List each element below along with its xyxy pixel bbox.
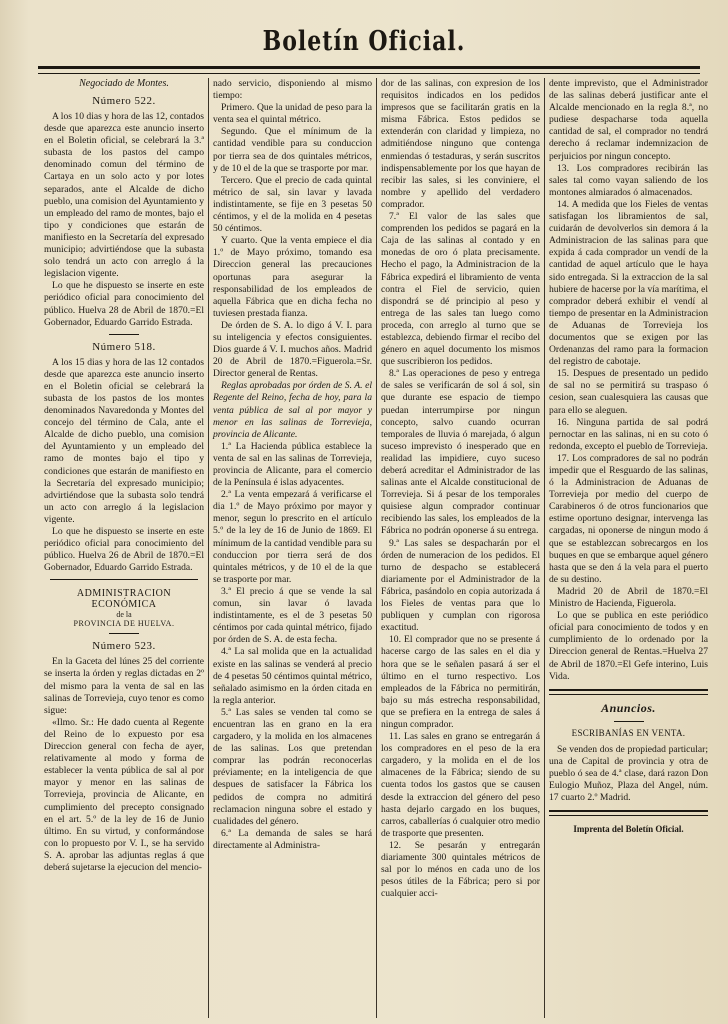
regla-12-continuation: dente imprevisto, que el Administrador de las salinas deberá justificar ante el Alcalde mencionado en la regla 8.ª, no pudiese despacharse toda aquella cantidad de sal, el comprador no tendrá derecho á reclamar indemnizacion de perjuicios por ningun concepto. [549, 78, 708, 162]
text-columns [40, 78, 712, 1018]
publication-note: Lo que se publica en este periódico oficial para conocimiento de todos y en cumplimiento de lo ordenado por la Direccion general de Rentas.=Huelva 27 de Abril de 1870.=El Gefe interino, Luis Vida. [549, 610, 708, 682]
printer-imprint: Imprenta del Boletín Oficial. [573, 824, 684, 835]
divider [109, 334, 139, 335]
notice-number-523: Número 523. [92, 640, 156, 653]
column-4 [544, 78, 712, 1018]
section-heading-provincia: PROVINCIA DE HUELVA. [73, 619, 175, 629]
divider [614, 721, 644, 722]
regla-6-continuation: dor de las salinas, con expresion de los requisitos indicados en los pedidos impresos que se facilitarán gratis en la misma Fábrica. Estos pedidos se extenderán con claridad y limpieza, no admitiéndose ninguno que contenga enmiendas ó testaduras, y serán suscritos indispensablemente por los que hayan de recibir las sales, si les conviniere, el nombre y apellido del verdadero comprador. [381, 78, 540, 210]
notice-number-522: Número 522. [92, 95, 156, 107]
divider [549, 689, 708, 695]
regla-7: 7.ª El valor de las sales que comprenden los pedidos se pagará en la Caja de las salinas al contado y en monedas de oro ó plata precisamente. Hecho el pago, la Administracion de la Fábrica expedirá el libramiento de venta contra el Fiel de servicio, quien dispondrá se dé principio al peso y entrega de las sales tan luego como proceda, con arreglo al turno que se establezca, debiendo firmar el recibo del género en aquel documento los mismos que suscribieron los pedidos. [381, 211, 540, 368]
notice-518-body: A los 15 dias y hora de las 12 contados desde que aparezca este anuncio inserto en el Boletin oficial se celebrará la subasta de los pastos de los montes denominados Navaredonda y Montes del concejo del término de Cala, ante el Alcalde de dicho pueblo, una comision del Ayuntamiento y un empleado del ramo de montes bajo el tipo y condiciones que estarán de manifiesto en la Secretaría del expresado municipio; advirtiéndose que la subasta solo tendrá un acto con arreglo á la legislacion vigente. [44, 356, 204, 525]
regla-14: 14. A medida que los Fieles de ventas satisfagan los libramientos de sal, cuidarán de devolverlos sin demora á la Administracion de las salinas para que expida á cada comprador un vendí de la cantidad de aquel artículo que le haya sido entregada. Si la extraccion de la sal hubiere de hacerse por la vía marítima, el comprador deberá exhibir el vendí al tiempo de presentar en la Administracion de Aduanas de Torrevieja los documentos que se exigen por las Ordenanzas del ramo para la formacion del registro de cabotaje. [549, 198, 708, 368]
escribanias-ad: Se venden dos de propiedad particular; una de Capital de provincia y otra de pueblo ó sea de 4.ª clase, dará razon Don Eulogio Muñoz, Plaza del Angel, núm. 17 cuarto 2.º Madrid. [549, 743, 708, 804]
column-2 [208, 78, 376, 1018]
notice-number-518: Número 518. [92, 340, 156, 353]
regla-13: 13. Los compradores recibirán las sales tal como vayan saliendo de los montones almiarados ó almacenados. [549, 162, 708, 198]
anuncios-heading: Anuncios. [601, 700, 656, 715]
regla-1: 1.ª La Hacienda pública establece la venta de sal en las salinas de Torrevieja, provincia de Alicante, para el comercio de la Península é islas adyacentes. [213, 440, 372, 489]
notice-522-body: A los 10 dias y hora de las 12, contados desde que aparezca este anuncio inserto en el Boletin oficial, se celebrará la 3.ª subasta de los pastos del campo denominado comun del término de Cartaya en un solo acto y por lotes separados, ante el Alcalde de dicho pueblo, una comision del Ayuntamiento y un empleado del ramo de montes, bajo el tipo y condiciones que estarán de manifiesto en la Secretaría del expresado municipio; advirtiéndose que la subasta solo tendrá un acto con arreglo á la legislacion vigente. [44, 111, 204, 280]
escribanias-heading: ESCRIBANÍAS EN VENTA. [571, 727, 686, 738]
order-segundo: Segundo. Que el mínimum de la cantidad vendible para su conduccion por tierra sea de dos quintales métricos, y de 10 el de la que se trasporte por mar. [213, 126, 372, 174]
regla-17: 17. Los compradores de sal no podrán impedir que el Resguardo de las salinas, ó la Administracion de Aduanas de Torrevieja por medio del cuerpo de Carabineros ó de otros funcionarios que estime oportuno designar, intervenga las cargadas, ni oponerse de ningun modo á que se establezcan sobrecargos en los buques en que se embarque aquel género hasta que se den á la vela para el puerto de su destino. [549, 452, 708, 585]
section-heading-administracion: ADMINISTRACION ECONÓMICA [76, 588, 172, 611]
order-cuarto: Y cuarto. Que la venta empiece el dia 1.º de Mayo próximo, tomando esa Direccion general las precauciones oportunas para asegurar la responsabilidad de los empleados de aquella Fábrica que en dicha fecha no tuviesen prestada fianza. [213, 235, 372, 319]
divider [549, 810, 708, 816]
notice-523-intro: En la Gaceta del lúnes 25 del corriente se inserta la órden y reglas dictadas en 2º del mismo para la venta de sal en las salinas de Torrevieja, cuyo tenor es como sigue: [44, 656, 204, 716]
masthead-title: Boletín Oficial. [262, 24, 466, 58]
notice-523-order: «Ilmo. Sr.: He dado cuenta al Regente del Reino de lo expuesto por esa Direccion general con fecha de ayer, relativamente al modo y forma de establecer la venta pública de sal al por mayor y menor en las salinas de Torrevieja, provincia de Alicante, en cumplimiento del precepto consignado en el art. 5.º de la ley de 16 de Junio último. En su virtud, y conformándose con lo propuesto por V. I., se ha servido S. A. aprobar las adjuntas reglas á que deberá sujetarse la ejecucion del mencio- [44, 716, 204, 873]
regla-15: 15. Despues de presentado un pedido de sal no se permitirá su traspaso ó cesion, sean cualesquiera las causas que para ello se aleguen. [549, 368, 708, 416]
regla-3: 3.ª El precio á que se vende la sal comun, sin lavar ó lavada indistintamente, es el de 3 pesetas 50 céntimos por cada quintal métrico, fijado por órden de S. A. de esta fecha. [213, 585, 372, 646]
reglas-heading: Reglas aprobadas por órden de S. A. el Regente del Reino, fecha de hoy, para la venta pública de sal al por mayor y menor en las salinas de Torrevieja, provincia de Alicante. [213, 380, 372, 440]
regla-11: 11. Las sales en grano se entregarán á los compradores en el peso de la era cargadero, y la molida en el de los almacenes de la Fábrica; siendo de su cuenta todos los gastos que se causen desde la extraccion del género del peso hasta dejarlo cargado en los buques, carros, caballerías ó cualquier otro medio de trasporte que presenten. [381, 731, 540, 839]
regla-4: 4.ª La sal molida que en la actualidad existe en las salinas se venderá al precio de 4 pesetas 50 céntimos quintal métrico, señalado asimismo en la órden citada en la regla anterior. [213, 646, 372, 706]
order-closing: De órden de S. A. lo digo á V. I. para su inteligencia y efectos consiguientes. Dios guarde á V. I. muchos años. Madrid 20 de Abril de 1870.=Figuerola.=Sr. Director general de Rentas. [213, 319, 372, 380]
section-heading-montes: Negociado de Montes. [79, 78, 169, 89]
masthead-rule [38, 66, 700, 74]
regla-12: 12. Se pesarán y entregarán diariamente 300 quintales métricos de sal por lo ménos en cada uno de los pesos útiles de la Fábrica; pero si por cualquier acci- [381, 839, 540, 900]
regla-10: 10. El comprador que no se presente á hacerse cargo de las sales en el dia y hora que se le señalen pasará á ser el último en el turno respectivo. Los empleados de la Fábrica no permitirán, bajo su más estrecha responsabilidad, que se prefiera en la entrega de sales á ningun comprador. [381, 634, 540, 730]
regla-8: 8.ª Las operaciones de peso y entrega de sales se verificarán de sol á sol, sin que durante ese espacio de tiempo puedan interrumpirse por ningun concepto, salvo cuando ocurran temporales de lluvia ó marejada, ó algun suceso imprevisto ó inesperado que en realidad las impidiere, cuyo suceso deberá acreditar el Administrador de las salinas ante el Alcalde constitucional de Torrevieja. Si á pesar de los temporales quisiese algun comprador continuar recibiendo las sales, los empleados de la Fábrica no podrán oponerse á su entrega. [381, 368, 540, 537]
order-primero: Primero. Que la unidad de peso para la venta sea el quintal métrico. [213, 102, 372, 126]
regla-5: 5.ª Las sales se venden tal como se encuentran las en grano en la era cargadero, y la molida en los almacenes de las salinas. Los que pretendan comprar las podrán reconocerlas préviamente; en la inteligencia de que despues de satisfacer la Fábrica los pedidos de compra no admitirá reclamacion ninguna sobre el estado y cualidades del género. [213, 706, 372, 827]
column-1 [40, 78, 208, 1018]
reglas-signature: Madrid 20 de Abril de 1870.=El Ministro de Hacienda, Figuerola. [549, 585, 708, 610]
regla-16: 16. Ninguna partida de sal podrá pernoctar en las salinas, ni en su coto ó redonda, excepto el pueblo de Torrevieja. [549, 416, 708, 452]
regla-6: 6.ª La demanda de sales se hará directamente al Administra- [213, 827, 372, 851]
notice-518-closing: Lo que he dispuesto se inserte en este periódico oficial para conocimiento del público. Huelva 26 de Abril de 1870.=El Gobernador, Eduardo Garrido Estrada. [44, 526, 204, 574]
order-tercero: Tercero. Que el precio de cada quintal métrico de sal, sin lavar y lavada indistintamente, se fije en 3 pesetas 50 céntimos, y el de la molida en 4 pesetas 50 céntimos. [213, 174, 372, 235]
divider [109, 633, 139, 634]
divider [50, 579, 198, 580]
section-heading-de-la: de la [116, 610, 132, 620]
regla-9: 9.ª Las sales se despacharán por el órden de numeracion de los pedidos. El turno de despacho se establecerá diariamente por el Administrador de la Fábrica, pasándolo en copia autorizada á los Fieles de ventas para que lo publiquen y cumplan con rigorosa exactitud. [381, 537, 540, 634]
column-3 [376, 78, 544, 1018]
notice-522-closing: Lo que he dispuesto se inserte en este periódico oficial para conocimiento del público. Huelva 28 de Abril de 1870.=El Gobernador, Eduardo Garrido Estrada. [44, 280, 204, 328]
regla-2: 2.ª La venta empezará á verificarse el dia 1.º de Mayo próximo por mayor y menor, segun lo prescrito en el artículo 5.º de la ley de 16 de Junio de 1869. El mínimum de la cantidad vendible para su conduccion por tierra será de dos quintales métricos, y de 10 el de la que se trasporte por mar. [213, 489, 372, 585]
order-continuation: nado servicio, disponiendo al mismo tiempo: [213, 78, 372, 102]
